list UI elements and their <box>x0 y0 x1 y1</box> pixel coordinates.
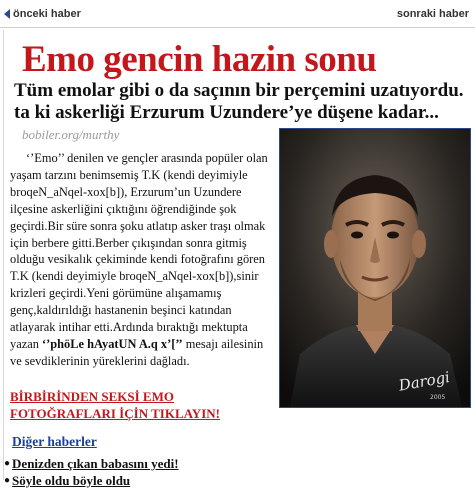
left-arrow-icon <box>4 9 10 19</box>
news-item-label: Söyle oldu böyle oldu <box>12 473 131 488</box>
list-item[interactable] <box>4 455 304 472</box>
emo-photos-link[interactable]: BİRBİRİNDEN SEKSİ EMO FOTOĞRAFLARI İÇİN TIKLAYIN! <box>10 389 220 421</box>
portrait-photo <box>279 128 471 408</box>
article-body-part1: ‘’Emo’’ denilen ve gençler arasında popüler olan yaşam tarzını benimsemiş T.K (kendi deyimiyle broqeN_aNqel-xox[b]), Erzurum’un Uzundere ilçesine askerliğini çıktığını öğrendiğinde şok geçirdi.Bir süre sonra şoku atlatıp asker traşı olmak için berbere gitti.Berber çıkışından sonra gitmiş olduğu vesikalık çekiminde kendi fotoğrafını gören T.K (kendi deyimiyle broqeN_aNqel-xox[b]),sinir krizleri geçirdi.Yeni görümüne alışamamış genç,kaldırıldığı hastanenin beşinci katından atlayarak intihar etti.Ardında bıraktığı mektupta yazan <box>10 151 268 351</box>
previous-news-label: önceki haber <box>13 8 81 20</box>
next-news-link[interactable]: sonraki haber <box>396 8 469 20</box>
previous-news-link[interactable] <box>4 8 81 20</box>
svg-text:Darogi: Darogi <box>397 367 452 395</box>
other-news-heading[interactable]: Diğer haberler <box>12 434 97 449</box>
article-body-part2: mesajı ailesinin ve sevdiklerinin yüreklerini dağladı. <box>10 336 264 368</box>
news-item-label: Denizden çıkan babasını yedi! <box>12 456 179 471</box>
article-title: Emo gencin hazin sonu <box>22 39 377 80</box>
svg-text:2005: 2005 <box>430 394 446 401</box>
bullet-icon: ● <box>4 475 11 486</box>
article-subtitle: Tüm emolar gibi o da saçının bir perçemini uzatıyordu. ta ki askerliği Erzurum Uzundere’ye düşene kadar... <box>14 80 464 123</box>
bullet-icon: ● <box>4 458 11 469</box>
navigation-bar <box>0 0 475 28</box>
other-news-list <box>4 455 304 489</box>
article-body <box>10 150 272 370</box>
portrait-photo-icon <box>280 129 470 407</box>
article-source: bobiler.org/murthy <box>22 127 120 142</box>
list-item[interactable] <box>4 472 304 489</box>
article-body-quote: ‘’phöLe hAyatUN A.q x’[’’ <box>42 336 183 351</box>
